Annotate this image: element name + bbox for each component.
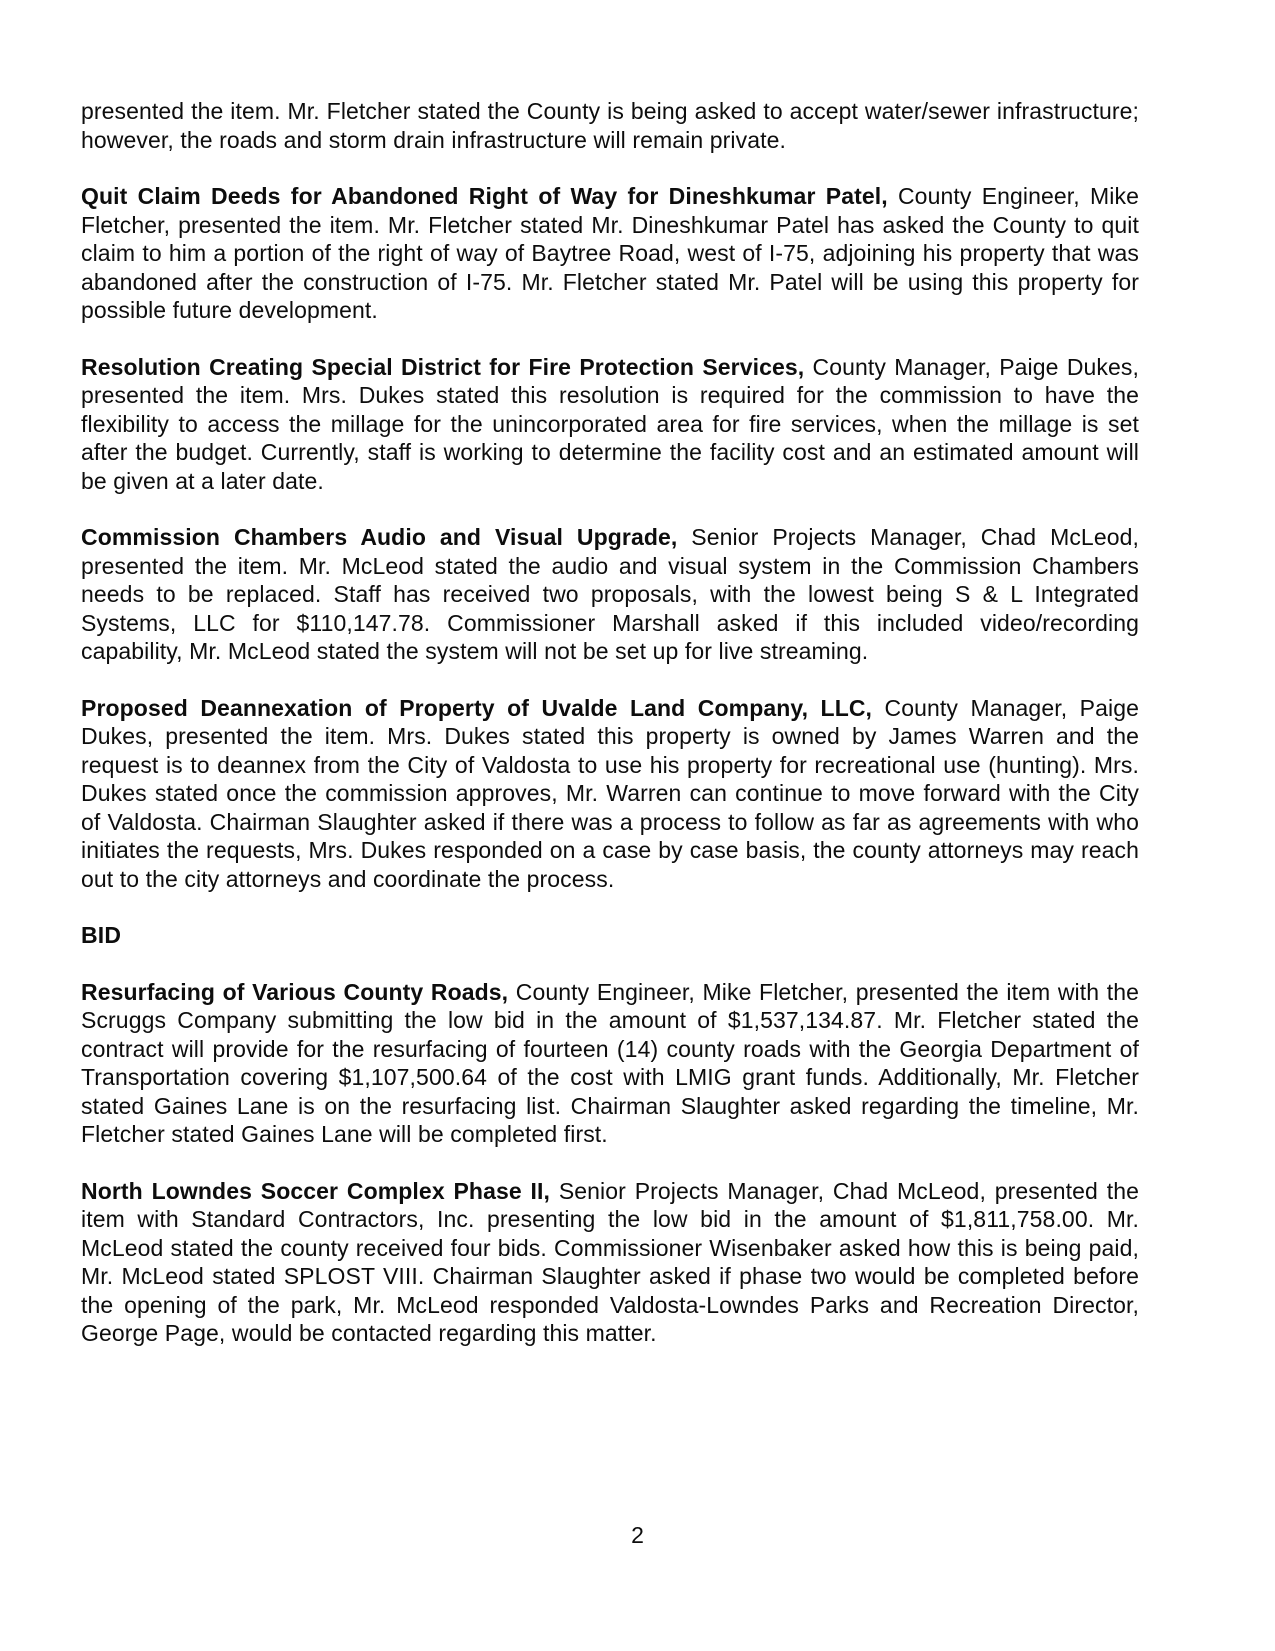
paragraph-lead: Resurfacing of Various County Roads, <box>81 978 509 1005</box>
paragraph-lead: North Lowndes Soccer Complex Phase II, <box>81 1177 551 1204</box>
paragraph-resurfacing-county-roads <box>81 978 1139 1149</box>
paragraph-text: presented the item. Mr. Fletcher stated the County is being asked to accept water/sewer infrastructure; however, the roads and storm drain infrastructure will remain private. <box>81 98 1139 153</box>
paragraph-continuation <box>81 97 1139 154</box>
paragraph-text: County Manager, Paige Dukes, presented the item. Mrs. Dukes stated this property is owned by James Warren and the request is to deannex from the City of Valdosta to use his property for recreational use (hunting). Mrs. Dukes stated once the commission approves, Mr. Warren can continue to move forward with the City of Valdosta. Chairman Slaughter asked if there was a process to follow as far as agreements with who initiates the requests, Mrs. Dukes responded on a case by case basis, the county attorneys may reach out to the city attorneys and coordinate the process. <box>81 694 1139 892</box>
paragraph-chambers-av-upgrade <box>81 523 1139 666</box>
paragraph-text: Senior Projects Manager, Chad McLeod, presented the item with Standard Contractors, Inc. presenting the low bid in the amount of $1,811,758.00. Mr. McLeod stated the county received four bids. Commissioner Wisenbaker asked how this is being paid, Mr. McLeod stated SPLOST VIII. Chairman Slaughter asked if phase two would be completed before the opening of the park, Mr. McLeod responded Valdosta-Lowndes Parks and Recreation Director, George Page, would be contacted regarding this matter. <box>81 1177 1139 1346</box>
paragraph-text: County Manager, Paige Dukes, presented the item. Mrs. Dukes stated this resolution is required for the commission to have the flexibility to access the millage for the unincorporated area for fire services, when the millage is set after the budget. Currently, staff is working to determine the facility cost and an estimated amount will be given at a later date. <box>81 353 1140 494</box>
paragraph-text: Senior Projects Manager, Chad McLeod, presented the item. Mr. McLeod stated the audio and visual system in the Commission Chambers needs to be replaced. Staff has received two proposals, with the lowest being S & L Integrated Systems, LLC for $110,147.78. Commissioner Marshall asked if this included video/recording capability, Mr. McLeod stated the system will not be set up for live streaming. <box>81 524 1139 664</box>
paragraph-quit-claim-deeds <box>81 182 1139 325</box>
paragraph-lead: Proposed Deannexation of Property of Uvalde Land Company, LLC, <box>81 694 873 721</box>
section-heading-text: BID <box>81 922 122 948</box>
paragraph-lead: Resolution Creating Special District for Fire Protection Services, <box>81 353 805 380</box>
paragraph-text: County Engineer, Mike Fletcher, presented the item. Mr. Fletcher stated Mr. Dineshkumar Patel has asked the County to quit claim to him a portion of the right of way of Baytree Road, west of I-75, adjoining his property that was abandoned after the construction of I-75. Mr. Fletcher stated Mr. Patel will be using this property for possible future development. <box>81 183 1139 323</box>
page-number: 2 <box>631 1522 644 1548</box>
paragraph-deannexation-uvalde <box>81 694 1139 894</box>
document-body <box>81 97 1139 1348</box>
section-heading-bid <box>81 921 1139 950</box>
paragraph-fire-protection-resolution <box>81 353 1139 496</box>
paragraph-lead: Commission Chambers Audio and Visual Upgrade, <box>81 524 678 550</box>
paragraph-text: County Engineer, Mike Fletcher, presented the item with the Scruggs Company submitting the low bid in the amount of $1,537,134.87. Mr. Fletcher stated the contract will provide for the resurfacing of fourteen (14) county roads with the Georgia Department of Transportation covering $1,107,500.64 of the cost with LMIG grant funds. Additionally, Mr. Fletcher stated Gaines Lane is on the resurfacing list. Chairman Slaughter asked regarding the timeline, Mr. Fletcher stated Gaines Lane will be completed first. <box>81 978 1139 1147</box>
paragraph-soccer-complex-phase2 <box>81 1177 1139 1348</box>
paragraph-lead: Quit Claim Deeds for Abandoned Right of Way for Dineshkumar Patel, <box>81 183 888 209</box>
